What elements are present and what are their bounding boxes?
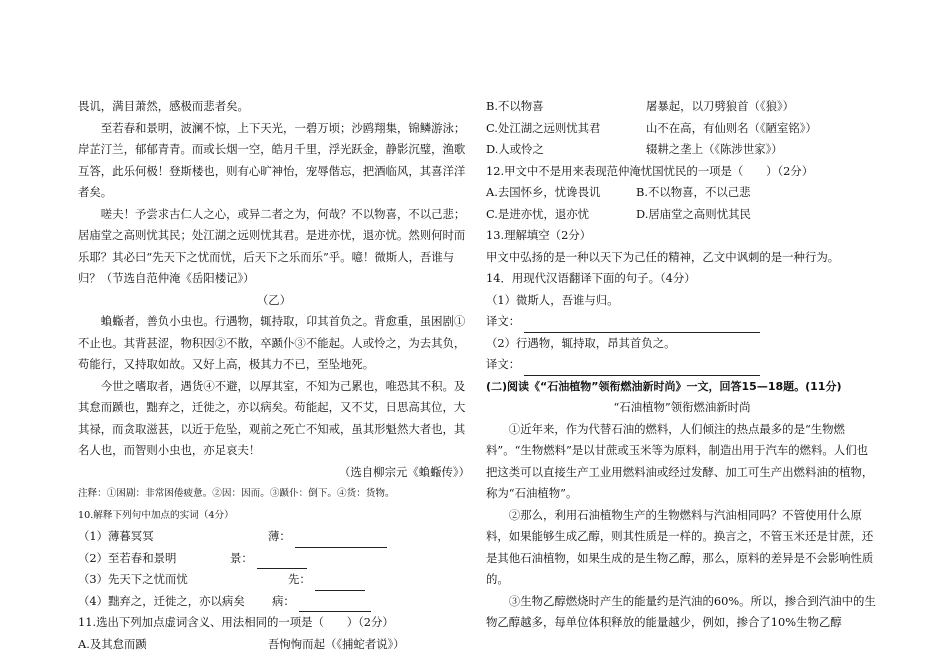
article-paragraph: ②那么，利用石油植物生产的生物燃料与汽油相同吗？不管使用什么原料，如果能够生成乙醇，则其性质是一样的。换言之，不管玉米还是甘蔗，还是其他石油植物，如果生成的是生物乙醇，那么，原料的差异是不会影响性质的。 bbox=[486, 507, 874, 586]
answer-blank[interactable] bbox=[295, 534, 387, 548]
answer-blank[interactable] bbox=[299, 598, 371, 612]
passage-paragraph: 嗟夫！予尝求古仁人之心，或异二者之为，何哉？不以物喜，不以己悲；居庙堂之高则忧其民；处江湖之远则忧其君。是进亦忧，退亦忧。然则何时而乐耶？其必曰“先天下之忧而忧，后天下之乐而乐”乎。噫！微斯人，吾谁与归？（节选自范仲淹《岳阳楼记》） bbox=[78, 206, 466, 285]
right-column bbox=[486, 96, 878, 634]
question-14: 14．用现代汉语翻译下面的句子。（4分） bbox=[486, 271, 696, 285]
q10-item: （2）至若春和景明 景： bbox=[78, 548, 470, 570]
q12-options: A.去国怀乡，忧谗畏讥 B.不以物喜，不以己悲 bbox=[486, 185, 751, 199]
q12-options: C.是进亦忧，退亦忧 D.居庙堂之高则忧其民 bbox=[486, 206, 751, 221]
question-10: 10.解释下列句中加点的实词（4分） bbox=[78, 509, 234, 521]
q11-option-c: C.处江湖之远则忧其君 山不在高，有仙则名（《陋室铭》） bbox=[486, 120, 817, 135]
translation-line: 译文： bbox=[486, 311, 878, 333]
answer-blank[interactable] bbox=[524, 319, 760, 333]
q10-item: （4）黜弃之，迁徙之，亦以病矣 病： bbox=[78, 591, 470, 613]
question-13-text: 甲文中弘扬的是一种以天下为己任的精神，乙文中讽刺的是一种行为。 bbox=[486, 249, 840, 264]
answer-blank[interactable] bbox=[315, 577, 365, 591]
question-14-2: （2）行遇物，辄持取，昂其首负之。 bbox=[486, 335, 676, 350]
left-column bbox=[78, 96, 470, 655]
section-2-heading: (二)阅读《“石油植物”领衔燃油新时尚》一文，回答15—18题。(11分) bbox=[486, 379, 842, 393]
passage-paragraph: 蝜蝂者，善负小虫也。行遇物，辄持取，卬其首负之。背愈重，虽困剧①不止也。其背甚涩，物积因②不散，卒踬仆③不能起。人或怜之，为去其负，苟能行，又持取如故。又好上高，极其力不已，至坠地死。 bbox=[78, 314, 466, 371]
question-11: 11.选出下列加点虚词含义、用法相同的一项是（ ）（2分） bbox=[78, 615, 394, 629]
question-12: 12.甲文中不是用来表现范仲淹忧国忧民的一项是（ ）（2分） bbox=[486, 163, 814, 178]
passage-paragraph: 今世之嗜取者，遇货④不避，以厚其室，不知为己累也，唯恐其不积。及其怠而踬也，黜弃之，迁徙之，亦以病矣。苟能起，又不艾，日思高其位，大其禄，而贪取滋甚，以近于危坠，观前之死亡不知戒，虽其形魁然大者也，其名人也，而智则小虫也，亦足哀夫！ bbox=[78, 378, 466, 457]
passage-b-heading: （乙） bbox=[256, 292, 292, 307]
answer-blank[interactable] bbox=[524, 362, 760, 376]
annotation-note: 注释：①困剧：非常困倦疲惫。②因：因而。③踬仆：倒下。④货：货物。 bbox=[78, 488, 395, 499]
answer-blank[interactable] bbox=[257, 555, 307, 569]
q11-option-b: B.不以物喜 屠暴起，以刀劈狼首（《狼》） bbox=[486, 99, 795, 113]
q11-option-d: D.人或怜之 辍耕之垄上（《陈涉世家》） bbox=[486, 142, 783, 156]
passage-paragraph: 畏讥，满目萧然，感极而悲者矣。 bbox=[78, 99, 249, 113]
question-13: 13.理解填空（2分） bbox=[486, 228, 592, 242]
passage-source: （选自柳宗元《蝜蝂传》） bbox=[339, 464, 470, 479]
q11-option-a: A.及其怠而踬 吾恂恂而起（《捕蛇者说》） bbox=[78, 636, 405, 651]
article-paragraph: ③生物乙醇燃烧时产生的能量约是汽油的60%。所以，掺合到汽油中的生物乙醇越多，每单位体积释放的能量越少，例如，掺合了10%生物乙醇 bbox=[486, 593, 876, 629]
translation-line: 译文： bbox=[486, 354, 878, 376]
q10-item: （1）薄暮冥冥 薄： bbox=[78, 526, 470, 548]
passage-paragraph: 至若春和景明，波澜不惊，上下天光，一碧万顷；沙鸥翔集，锦鳞游泳；岸芷汀兰，郁郁青青。而或长烟一空，皓月千里，浮光跃金，静影沉璧，渔歌互答，此乐何极！登斯楼也，则有心旷神怡，宠辱偕忘，把酒临风，其喜洋洋者矣。 bbox=[78, 120, 466, 199]
q10-item: （3）先天下之忧而忧 先： bbox=[78, 569, 470, 591]
article-title: “石油植物”领衔燃油新时尚 bbox=[613, 400, 751, 414]
question-14-1: （1）微斯人，吾谁与归。 bbox=[486, 292, 619, 307]
article-paragraph: ①近年来，作为代替石油的燃料，人们倾注的热点最多的是“生物燃料”。“生物燃料”是以甘蔗或玉米等为原料，制造出用于汽车的燃料。人们也把这类可以直接生产工业用燃料油或经过发酵、加工可生产出燃料油的植物，称为“石油植物”。 bbox=[486, 421, 874, 500]
